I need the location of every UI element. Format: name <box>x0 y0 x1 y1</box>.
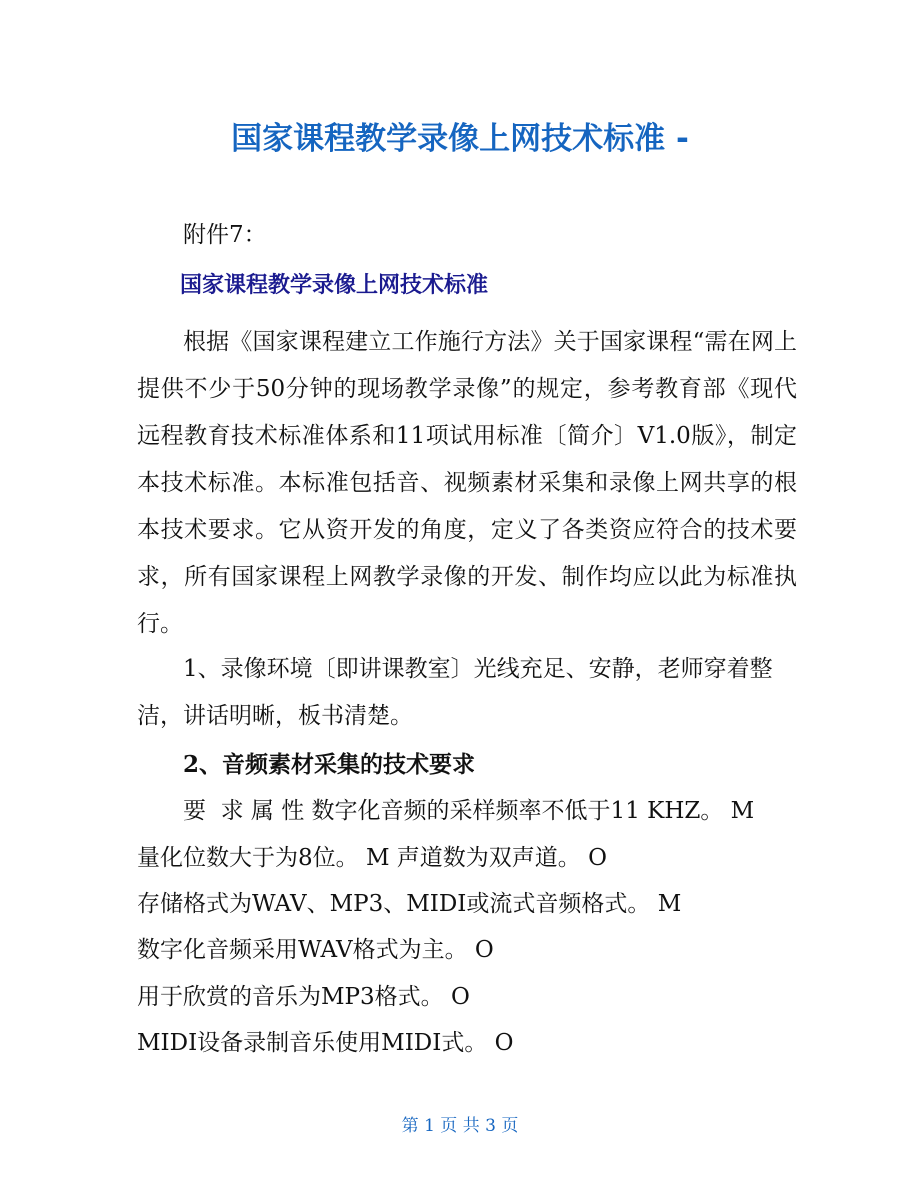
document-subtitle: 国家课程教学录像上网技术标准 <box>180 273 489 298</box>
page-indicator: 第 1 页 共 3 页 <box>401 1116 519 1136</box>
requirement-line: 用于欣赏的音乐为MP3格式。 O <box>137 984 470 1010</box>
requirement-line: 量化位数大于为8位。 M 声道数为双声道。 O <box>137 845 607 871</box>
item-2-heading: 2、音频素材采集的技术要求 <box>183 751 476 778</box>
requirement-line: MIDI设备录制音乐使用MIDI式。 O <box>137 1030 514 1056</box>
item-1-paragraph: 1、录像环境〔即讲课教室〕光线充足、安静，老师穿着整洁，讲话明晰，板书清楚。 <box>137 656 773 729</box>
requirement-line: 存储格式为WAV、MP3、MIDI或流式音频格式。 M <box>137 891 682 917</box>
requirement-line: 数字化音频采用WAV格式为主。 O <box>137 937 494 963</box>
document-title: 国家课程教学录像上网技术标准 - <box>231 121 689 157</box>
requirement-line: 要 求 属 性 数字化音频的采样频率不低于11 KHZ。 M <box>183 798 755 824</box>
intro-paragraph: 根据《国家课程建立工作施行方法》关于国家课程“需在网上提供不少于50分钟的现场教学录像”的规定，参考教育部《现代远程教育技术标准体系和11项试用标准〔简介〕V1.0版》，制定本技术标准。本标准包括音、视频素材采集和录像上网共享的根本技术要求。它从资开发的角度，定义了各类资应符合的技术要求，所有国家课程上网教学录像的开发、制作均应以此为标准执行。 <box>137 329 797 637</box>
attachment-label: 附件7： <box>183 222 267 248</box>
